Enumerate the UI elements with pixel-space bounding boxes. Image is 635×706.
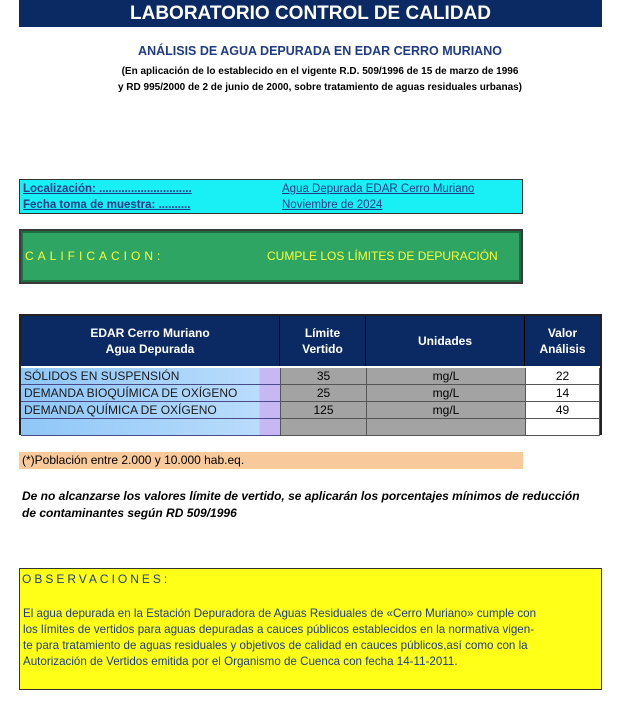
analysis-value: 22 [525, 368, 600, 385]
observations-line2: los límites de vertidos para aguas depuradas a cauces públicos establecidos en la normativa vigen- [23, 623, 535, 636]
reduction-warning [22, 488, 632, 522]
header-parameter [21, 316, 280, 366]
parameter-name [21, 419, 280, 436]
report-subtitle: ANÁLISIS DE AGUA DEPURADA EN EDAR CERRO MURIANO [138, 44, 502, 58]
observations-line1: El agua depurada en la Estación Depuradora de Aguas Residuales de «Cerro Muriano» cumple con [23, 607, 537, 620]
population-footnote: (*)Población entre 2.000 y 10.000 hab.eq. [19, 452, 523, 469]
header-limit [280, 316, 366, 366]
observations-line3: te para tratamiento de aguas residuales y objetivos de calidad en cauces públicos,así como con la [23, 639, 528, 652]
limit-value [280, 419, 366, 436]
header-limit-line2: Vertido [302, 342, 343, 356]
observations-text [23, 606, 601, 670]
analysis-value: 14 [525, 385, 600, 402]
header-value [525, 316, 600, 366]
unit-value: mg/L [366, 368, 525, 385]
header-value-line1: Valor [547, 326, 578, 340]
header-units-label: Unidades [417, 334, 472, 348]
table-row [21, 368, 600, 385]
header-units [366, 316, 525, 366]
header-parameter-line2: Agua Depurada [105, 342, 195, 356]
location-label: Localización: ............................. [23, 183, 192, 195]
analysis-table [19, 314, 602, 435]
limit-value: 125 [280, 402, 366, 419]
parameter-name: DEMANDA BIOQUÍMICA DE OXÍGENO [21, 385, 280, 402]
header-parameter-line1: EDAR Cerro Muriano [90, 326, 210, 340]
analysis-value: 49 [525, 402, 600, 419]
legal-note-line1: (En aplicación de lo establecido en el vigente R.D. 509/1996 de 15 de marzo de 1996 [121, 66, 519, 77]
location-value: Agua Depurada EDAR Cerro Muriano [282, 183, 475, 195]
qualification-value: CUMPLE LOS LÍMITES DE DEPURACIÓN [267, 249, 498, 263]
table-row [21, 385, 600, 402]
header-limit-line1: Límite [304, 326, 341, 340]
unit-value: mg/L [366, 385, 525, 402]
header-value-line2: Análisis [539, 342, 586, 356]
qualification-box [19, 229, 523, 284]
legal-note-line2: y RD 995/2000 de 2 de junio de 2000, sobre tratamiento de aguas residuales urbanas) [117, 82, 523, 93]
limit-value: 25 [280, 385, 366, 402]
sample-date-label: Fecha toma de muestra: .......... [23, 199, 191, 211]
observations-title: OBSERVACIONES: [22, 572, 171, 586]
parameter-name: DEMANDA QUÍMICA DE OXÍGENO [21, 402, 280, 419]
parameter-name: SÓLIDOS EN SUSPENSIÓN [21, 368, 280, 385]
observations-line4: Autorización de Vertidos emitida por el Organismo de Cuenca con fecha 14-11-2011. [23, 655, 458, 668]
warning-line1: De no alcanzarse los valores límite de vertido, se aplicarán los porcentajes mínimos de reducción [22, 489, 580, 503]
sample-date-value: Noviembre de 2024 [282, 199, 383, 211]
warning-line2: de contaminantes según RD 509/1996 [22, 506, 237, 520]
qualification-label: CALIFICACION: [25, 249, 165, 263]
location-box [19, 179, 523, 214]
limit-value: 35 [280, 368, 366, 385]
page-title: LABORATORIO CONTROL DE CALIDAD [19, 0, 602, 27]
observations-box [19, 568, 602, 690]
table-row [21, 419, 600, 436]
table-row [21, 402, 600, 419]
unit-value [366, 419, 525, 436]
analysis-value [525, 419, 600, 436]
unit-value: mg/L [366, 402, 525, 419]
